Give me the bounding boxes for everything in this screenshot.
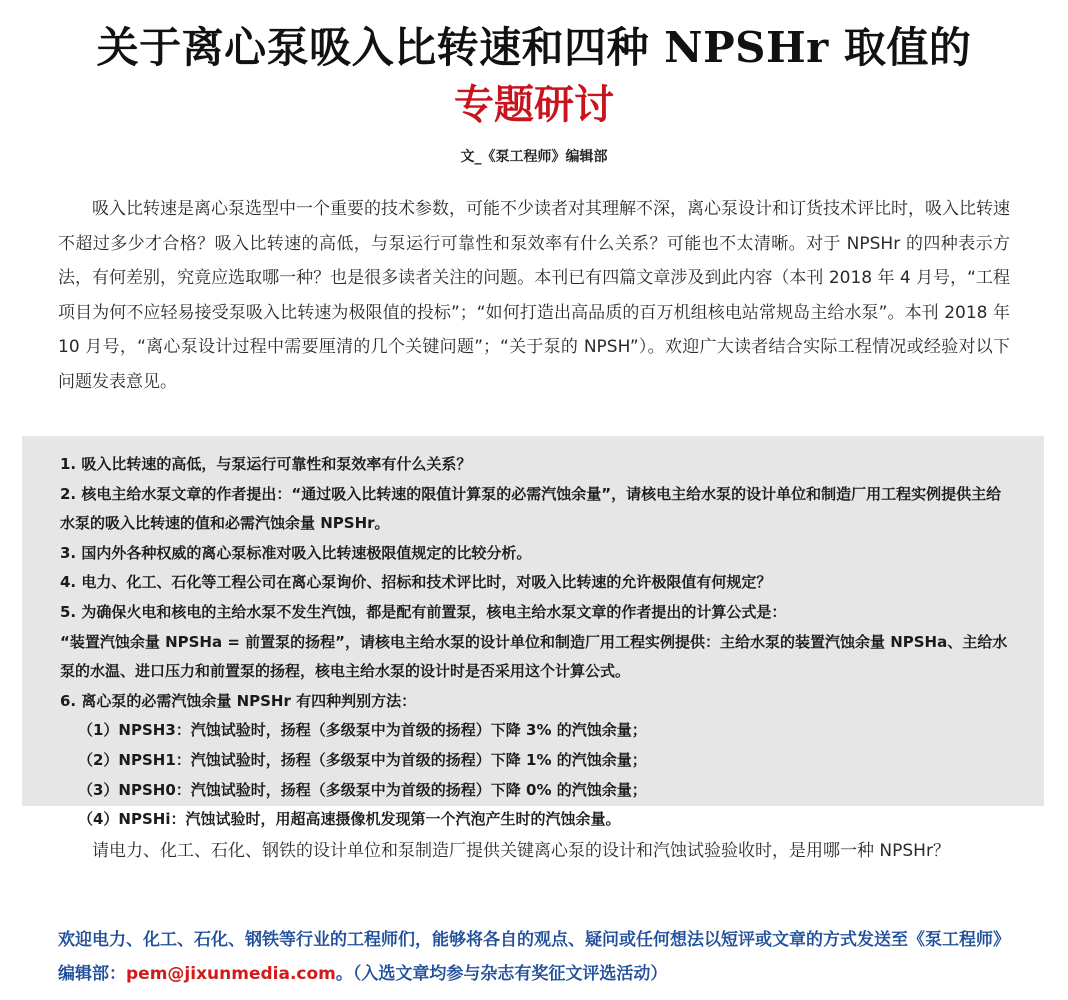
- question-2: 2. 核电主给水泵文章的作者提出：“通过吸入比转速的限值计算泵的必需汽蚀余量”，请核电主给水泵的设计单位和制造厂用工程实例提供主给水泵的吸入比转速的值和必需汽蚀余量 NPSHr。: [60, 484, 1002, 533]
- invitation-note: 。（入选文章均参与杂志有奖征文评选活动）: [335, 964, 668, 984]
- byline: 文_《泵工程师》编辑部: [460, 149, 608, 165]
- question-6-item: （3）NPSH0：汽蚀试验时，扬程（多级泵中为首级的扬程）下降 0% 的汽蚀余量；: [78, 780, 647, 799]
- question-6-item: （4）NPSHi：汽蚀试验时，用超高速摄像机发现第一个汽泡产生时的汽蚀余量。: [78, 810, 621, 829]
- article-title-line1: 关于离心泵吸入比转速和四种 NPSHr 取值的: [96, 23, 972, 72]
- question-5-formula: “装置汽蚀余量 NPSHa = 前置泵的扬程”，请核电主给水泵的设计单位和制造厂用工程实例提供：主给水泵的装置汽蚀余量 NPSHa、主给水泵的水温、进口压力和前置泵的扬程，核电主给水泵的设计时是否采用这个计算公式。: [60, 632, 1008, 681]
- question-3: 3. 国内外各种权威的离心泵标准对吸入比转速极限值规定的比较分析。: [60, 543, 532, 562]
- invitation-text: 欢迎电力、化工、石化、钢铁等行业的工程师们，能够将各自的观点、疑问或任何想法以短评或文章的方式发送至《泵工程师》编辑部：: [58, 930, 1010, 984]
- intro-paragraph: 吸入比转速是离心泵选型中一个重要的技术参数，可能不少读者对其理解不深，离心泵设计和订货技术评比时，吸入比转速不超过多少才合格？吸入比转速的高低，与泵运行可靠性和泵效率有什么关系？可能也不太清晰。对于 NPSHr 的四种表示方法，有何差别，究竟应选取哪一种？也是很多读者关注的问题。本刊已有四篇文章涉及到此内容（本刊 2018 年 4 月号，“工程项目为何不应轻易接受泵吸入比转速为极限值的投标”；“如何打造出高品质的百万机组核电站常规岛主给水泵”。本刊 2018 年 10 月号，“离心泵设计过程中需要厘清的几个关键问题”；“关于泵的 NPSH”）。欢迎广大读者结合实际工程情况或经验对以下问题发表意见。: [58, 199, 1010, 392]
- question-1: 1. 吸入比转速的高低，与泵运行可靠性和泵效率有什么关系？: [60, 455, 472, 473]
- question-6-item: （1）NPSH3：汽蚀试验时，扬程（多级泵中为首级的扬程）下降 3% 的汽蚀余量；: [78, 721, 647, 740]
- invitation-paragraph: [58, 923, 1018, 991]
- question-5: 5. 为确保火电和核电的主给水泵不发生汽蚀，都是配有前置泵，核电主给水泵文章的作者提出的计算公式是：: [60, 602, 787, 621]
- question-6-item: （2）NPSH1：汽蚀试验时，扬程（多级泵中为首级的扬程）下降 1% 的汽蚀余量；: [78, 750, 647, 769]
- question-box: [22, 436, 1044, 829]
- question-6: 6. 离心泵的必需汽蚀余量 NPSHr 有四种判别方法：: [60, 691, 417, 710]
- question-4: 4. 电力、化工、石化等工程公司在离心泵询价、招标和技术评比时，对吸入比转速的允许极限值有何规定？: [60, 573, 772, 592]
- closing-paragraph: 请电力、化工、石化、钢铁的设计单位和泵制造厂提供关键离心泵的设计和汽蚀试验验收时，是用哪一种 NPSHr？: [92, 841, 950, 861]
- email-link[interactable]: pem@jixunmedia.com: [126, 964, 336, 984]
- article-title-line2: 专题研讨: [454, 81, 614, 128]
